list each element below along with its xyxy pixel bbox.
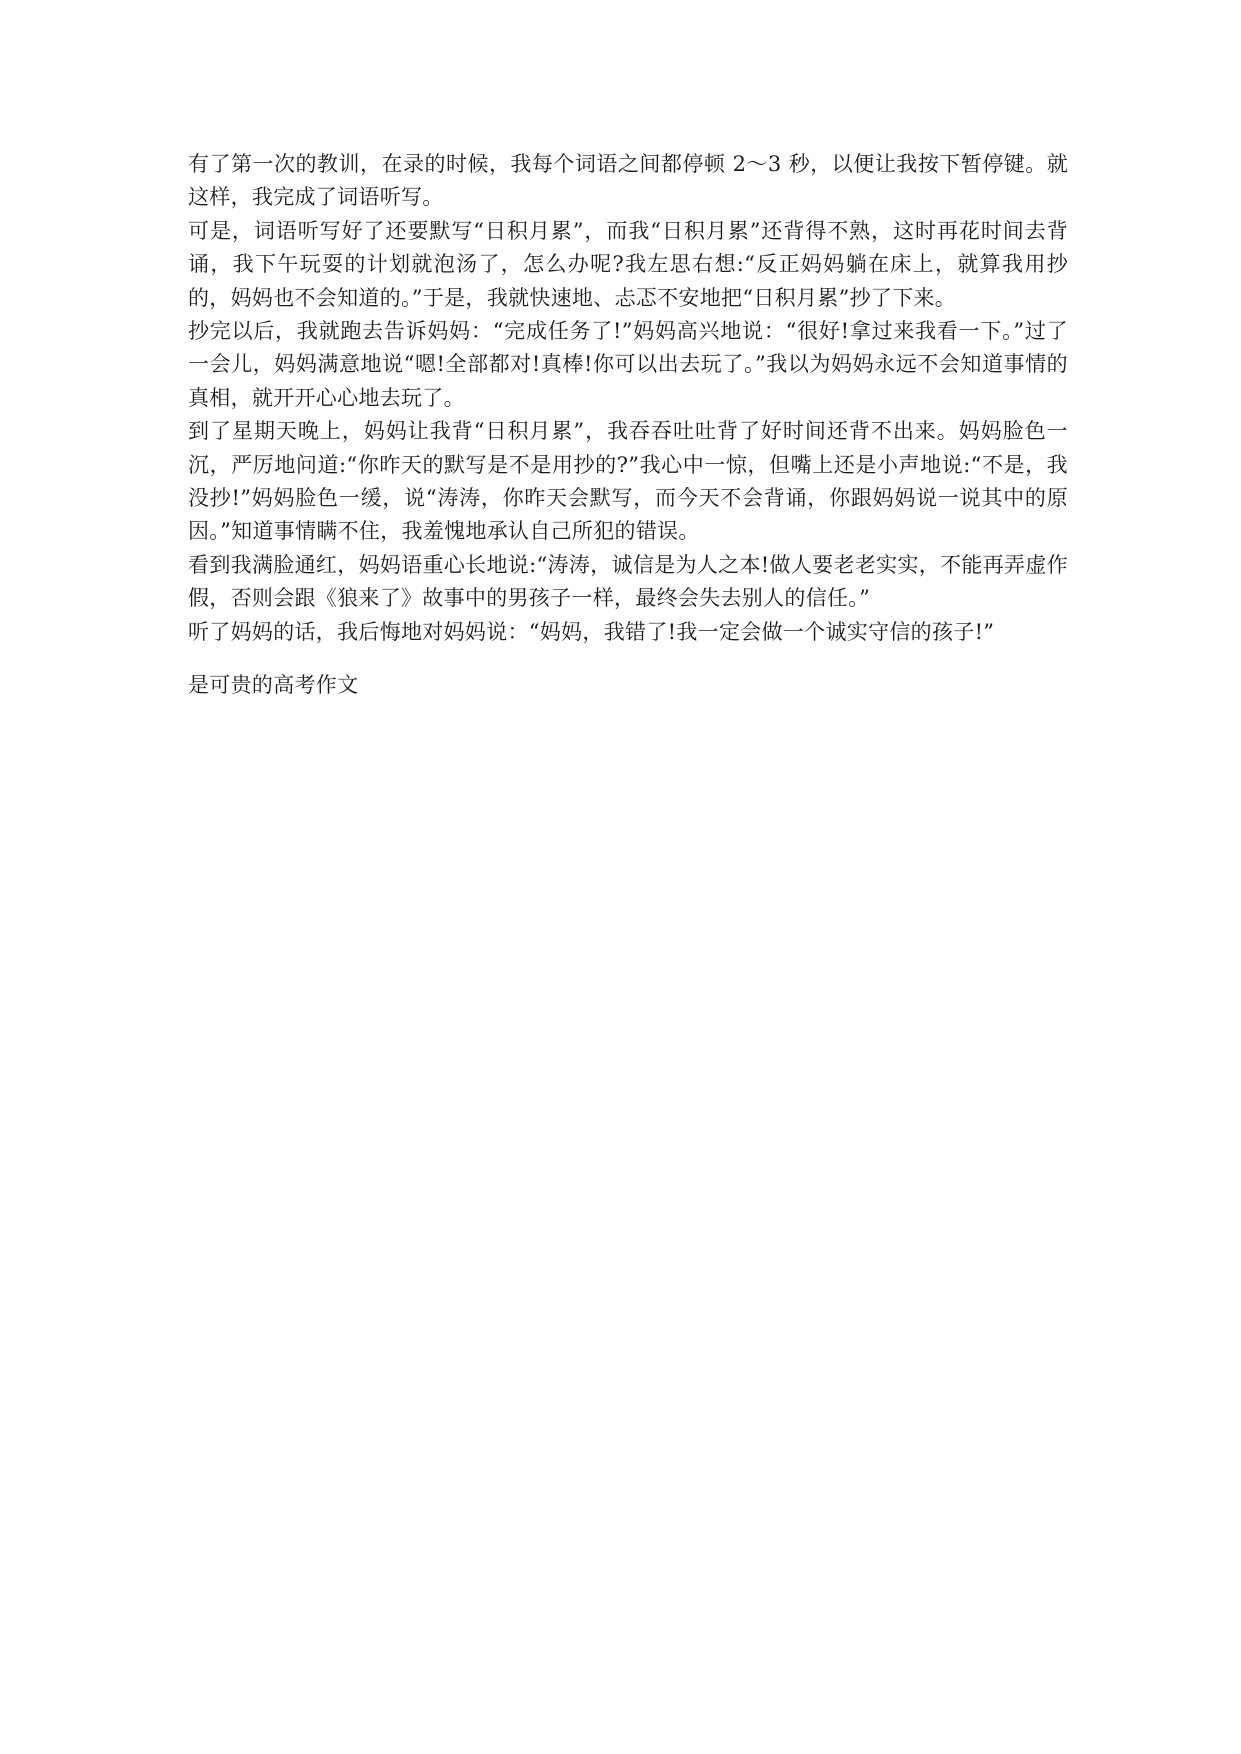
document-body bbox=[188, 148, 1068, 703]
paragraph-4: 到了星期天晚上，妈妈让我背“日积月累”，我吞吞吐吐背了好时间还背不出来。妈妈脸色一沉，严厉地问道:“你昨天的默写是不是用抄的?”我心中一惊，但嘴上还是小声地说:“不是，我没抄!”妈妈脸色一缓，说“涛涛，你昨天会默写，而今天不会背诵，你跟妈妈说一说其中的原因。”知道事情瞒不住，我羞愧地承认自己所犯的错误。 bbox=[188, 419, 1068, 544]
paragraph-spacer bbox=[188, 649, 1068, 669]
paragraph-6: 听了妈妈的话，我后悔地对妈妈说：“妈妈，我错了!我一定会做一个诚实守信的孩子!” bbox=[188, 619, 995, 644]
paragraph-1: 有了第一次的教训，在录的时候，我每个词语之间都停顿 2～3 秒，以便让我按下暂停键。就这样，我完成了词语听写。 bbox=[188, 152, 1068, 210]
paragraph-5: 看到我满脸通红，妈妈语重心长地说:“涛涛，诚信是为人之本!做人要老老实实，不能再弄虚作假，否则会跟《狼来了》故事中的男孩子一样，最终会失去别人的信任。” bbox=[188, 552, 1068, 611]
paragraph-2: 可是，词语听写好了还要默写“日积月累”，而我“日积月累”还背得不熟，这时再花时间去背诵，我下午玩耍的计划就泡汤了，怎么办呢?我左思右想:“反正妈妈躺在床上，就算我用抄的，妈妈也不会知道的。”于是，我就快速地、忐忑不安地把“日积月累”抄了下来。 bbox=[188, 218, 1068, 310]
footer-text: 是可贵的高考作文 bbox=[188, 673, 359, 698]
paragraph-3: 抄完以后，我就跑去告诉妈妈：“完成任务了!”妈妈高兴地说：“很好!拿过来我看一下。”过了一会儿，妈妈满意地说“嗯!全部都对!真棒!你可以出去玩了。”我以为妈妈永远不会知道事情的真相，就开开心心地去玩了。 bbox=[188, 319, 1068, 410]
